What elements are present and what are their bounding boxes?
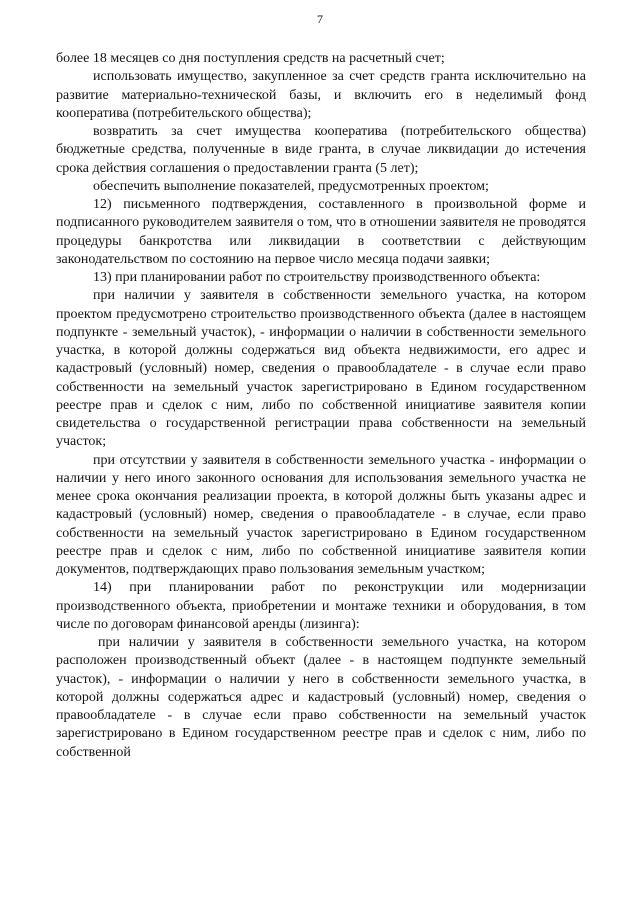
paragraph-5: 12) письменного подтверждения, составленного в произвольной форме и подписанного руководителем заявителя о том, что в отношении заявителя не проводятся процедуры банкротства или ликвидации в соответствии с действующим законодательством по состоянию на первое число месяца подачи заявки; — [56, 197, 586, 267]
paragraph-10: при наличии у заявителя в собственности земельного участка, на котором расположен производственный объект (далее - в настоящем подпункте земельный участок), - информации о наличии у него в собственности земельного участка, в которой должны содержаться адрес и кадастровый (условный) номер, сведения о правообладателе - в случае если право собственности на земельный участок зарегистрировано в Едином государственном реестре прав и сделок с ним, либо по собственной — [56, 635, 586, 760]
paragraph-8: при отсутствии у заявителя в собственности земельного участка - информации о наличии у него иного законного основания для использования земельного участка не менее срока окончания реализации проекта, в которой должны быть указаны адрес и кадастровый (условный) номер, сведения о правообладателе - в случае, если право собственности на земельный участок зарегистрировано в Едином государственном реестре прав и сделок с ним, либо по собственной инициативе заявителя копии документов, подтверждающих право пользования земельным участком; — [56, 452, 586, 577]
document-body — [56, 50, 586, 762]
paragraph-9: 14) при планировании работ по реконструкции или модернизации производственного объекта, приобретении и монтаже техники и оборудования, в том числе по договорам финансовой аренды (лизинга): — [56, 580, 586, 632]
page-number: 7 — [317, 12, 323, 26]
paragraph-3: возвратить за счет имущества кооператива (потребительского общества) бюджетные средства, полученные в виде гранта, в случае ликвидации до истечения срока действия соглашения о предоставлении гранта (5 лет); — [56, 124, 586, 176]
paragraph-4: обеспечить выполнение показателей, предусмотренных проектом; — [93, 178, 489, 194]
paragraph-2: использовать имущество, закупленное за счет средств гранта исключительно на развитие материально-технической базы, и включить его в неделимый фонд кооператива (потребительского общества); — [56, 69, 586, 121]
paragraph-7: при наличии у заявителя в собственности земельного участка, на котором проектом предусмотрено строительство производственного объекта (далее в настоящем подпункте - земельный участок), - информации о наличии в собственности земельного участка, в которой должны содержаться вид объекта недвижимости, его адрес и кадастровый (условный) номер, сведения о правообладателе - в случае если право собственности на земельный участок зарегистрировано в Едином государственном реестре прав и сделок с ним, либо по собственной инициативе заявителя копии свидетельства о государственной регистрации права собственности на земельный участок; — [56, 288, 586, 450]
paragraph-1: более 18 месяцев со дня поступления средств на расчетный счет; — [56, 51, 445, 66]
paragraph-6: 13) при планировании работ по строительству производственного объекта: — [93, 270, 541, 285]
